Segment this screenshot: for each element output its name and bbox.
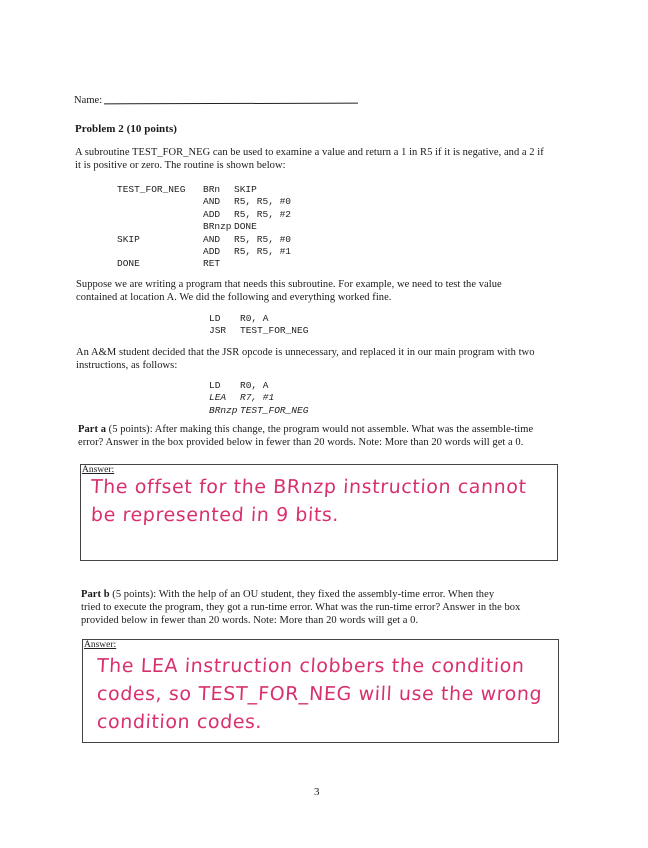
para3-line-2: instructions, as follows: [76, 360, 178, 371]
part-a-heading: Part a [78, 424, 106, 435]
original-code [209, 313, 308, 338]
para3-line-1: An A&M student decided that the JSR opcode is unnecessary, and replaced it in our main program with two [76, 347, 535, 358]
code-label [117, 196, 203, 208]
code-operands: R5, R5, #0 [234, 233, 292, 245]
code-line [209, 392, 308, 404]
code-opcode: LEA [209, 392, 227, 404]
intro-line-2: it is positive or zero. The routine is shown below: [75, 160, 286, 171]
code-operands: R0, A [240, 313, 269, 324]
code-line [117, 196, 291, 208]
code-line [117, 234, 291, 246]
code-label [117, 246, 203, 258]
code-operands: SKIP [234, 184, 257, 195]
part-b-prompt-line-3: provided below in fewer than 20 words. Note: More than 20 words will get a 0. [81, 615, 419, 626]
code-label: DONE [117, 258, 140, 270]
part-b-answer-line-1: The LEA instruction clobbers the condition [96, 655, 526, 677]
code-line [209, 405, 308, 417]
intro-line-1: A subroutine TEST_FOR_NEG can be used to examine a value and return a 1 in R5 if it is negative, and a 2 if [75, 147, 544, 158]
code-operands: R5, R5, #1 [234, 246, 292, 258]
code-operands: TEST_FOR_NEG [240, 325, 309, 337]
name-field-line[interactable] [104, 103, 358, 105]
code-opcode: ADD [203, 208, 221, 220]
code-operands: R0, A [240, 380, 269, 391]
part-b-prompt-line-2: tried to execute the program, they got a run-time error. What was the run-time error? Answer in the box [81, 602, 521, 613]
part-b-text: (5 points): With the help of an OU student, they fixed the assembly-time error. When they [109, 589, 495, 600]
part-a-text: (5 points): After making this change, the program would not assemble. What was the assemble-time [106, 424, 534, 435]
part-a-answer-line-2: be represented in 9 bits. [90, 504, 340, 526]
code-label: TEST_FOR_NEG [117, 184, 186, 195]
code-line [117, 209, 291, 221]
code-operands: TEST_FOR_NEG [240, 404, 309, 416]
code-line [117, 246, 291, 258]
code-line [117, 184, 291, 196]
code-label [117, 209, 203, 221]
part-a-answer-label: Answer: [82, 465, 115, 475]
code-opcode: LD [209, 313, 221, 324]
code-opcode: JSR [209, 325, 227, 337]
code-opcode: BRnzp [209, 404, 238, 416]
subroutine-listing [117, 184, 291, 271]
code-label [117, 221, 203, 233]
code-opcode: AND [203, 233, 221, 245]
page-number: 3 [314, 786, 320, 798]
code-operands: R5, R5, #0 [234, 196, 292, 208]
part-b-answer-line-2: codes, so TEST_FOR_NEG will use the wrong [96, 683, 543, 705]
code-opcode: AND [203, 196, 221, 208]
part-a-answer-box[interactable] [80, 464, 558, 561]
part-a-prompt-line-1 [78, 423, 533, 437]
code-operands [234, 258, 291, 270]
code-opcode: LD [209, 380, 221, 391]
code-operands: DONE [234, 221, 257, 233]
code-opcode: RET [203, 258, 221, 270]
code-line [117, 221, 291, 233]
part-b-heading: Part b [81, 589, 110, 600]
code-label: SKIP [117, 233, 140, 245]
part-b-answer-line-3: condition codes. [96, 711, 263, 733]
part-b-answer-label: Answer: [84, 640, 117, 650]
name-label: Name: [74, 95, 103, 106]
problem-title: Problem 2 (10 points) [75, 123, 177, 135]
code-line [117, 258, 291, 270]
code-line [209, 313, 308, 325]
code-opcode: ADD [203, 246, 221, 258]
modified-code [209, 380, 308, 417]
code-line [209, 380, 308, 392]
code-operands: R7, #1 [240, 392, 275, 404]
part-b-prompt-line-1 [81, 588, 494, 602]
code-operands: R5, R5, #2 [234, 208, 292, 220]
code-opcode: BRn [203, 184, 221, 195]
part-b-answer-box[interactable] [82, 639, 559, 743]
para2-line-2: contained at location A. We did the following and everything worked fine. [76, 292, 392, 303]
code-line [209, 325, 308, 337]
part-a-answer-line-1: The offset for the BRnzp instruction cannot [90, 476, 528, 498]
code-opcode: BRnzp [203, 221, 232, 233]
para2-line-1: Suppose we are writing a program that needs this subroutine. For example, we need to test the value [76, 279, 502, 290]
part-a-prompt-line-2: error? Answer in the box provided below in fewer than 20 words. Note: More than 20 words will get a 0. [78, 437, 524, 448]
